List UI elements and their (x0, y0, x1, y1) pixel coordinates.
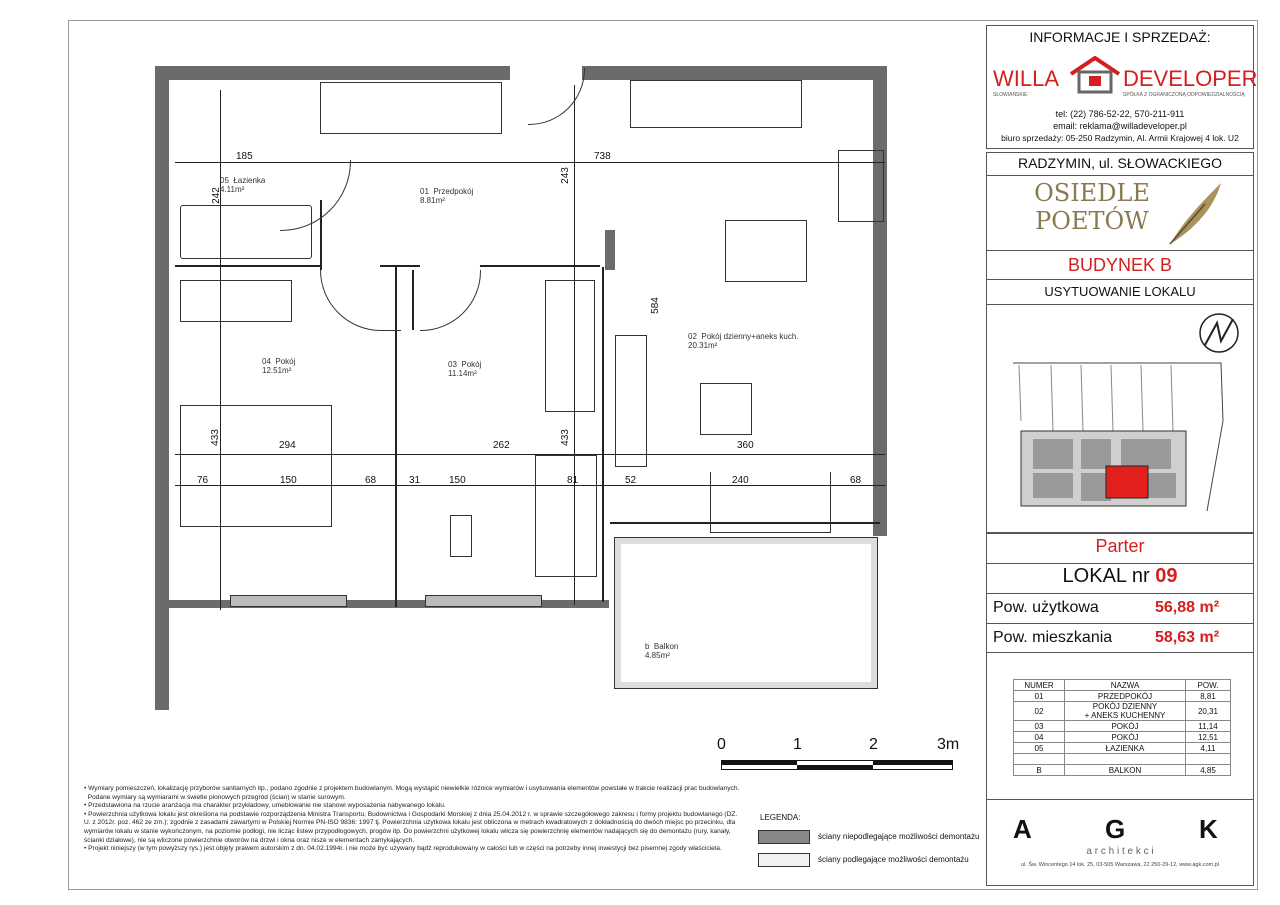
notes-block (84, 785, 744, 854)
room-area: 12.51m² (262, 366, 292, 375)
room-area: 8.81m² (420, 196, 445, 205)
scale-tick-0: 0 (717, 736, 726, 753)
living-area-value: 58,63 m² (1155, 629, 1220, 646)
room-label-01 (420, 187, 473, 205)
architect-box (986, 800, 1254, 886)
floor-plan (150, 60, 910, 720)
unit-label: LOKAL nr (1062, 565, 1150, 587)
legend-title: LEGENDA: (760, 813, 801, 822)
architect-word: a r c h i t e k c i (1086, 846, 1154, 857)
note-item: Podane wymiary są wymiarami w świetle pionowych przegród (ścian) w stanie surowym. (87, 793, 346, 801)
scale-tick-1: 1 (793, 736, 802, 753)
dimension: 76 (197, 475, 209, 486)
note-item: • Wymiary pomieszczeń, lokalizację przyborów sanitarnych itp., podano zgodnie z projektem budowlanym. Mogą wystąpić niewielkie różnice wymiarów i usytuowania elementów powstałe w trakcie realizacji prac budowlanych. (84, 785, 740, 792)
room-label-05 (220, 176, 265, 194)
room-name: Balkon (653, 642, 679, 651)
dimension: 738 (594, 151, 611, 162)
unit-number: 09 (1155, 565, 1178, 587)
rooms-table-box (986, 653, 1254, 800)
architect-letter-k: K (1199, 814, 1218, 844)
living-area-label: Pow. mieszkania (993, 629, 1113, 646)
architect-address: ul. Św. Wincentego 14 lok. 25, 03-505 Warszawa, 22 250-29-12, www.agk.com.pl (1021, 862, 1219, 868)
room-label-04 (262, 357, 295, 375)
dimension: 150 (280, 475, 297, 486)
site-plan (1011, 361, 1229, 521)
rooms-table (1013, 679, 1231, 776)
room-name: Łazienka (233, 176, 266, 185)
brand-sub-left: SŁOWIAŃSKIE (993, 92, 1028, 98)
brand-left: WILLA (993, 66, 1060, 91)
contact-office: biuro sprzedaży: 05-250 Radzymin, Al. Armii Krajowej 4 lok. U2 (1001, 133, 1239, 143)
usable-area-value: 56,88 m² (1155, 599, 1220, 616)
note-item: • Przedstawiona na rzucie aranżacja ma charakter przykładowy, umeblowanie nie stanowi wyposażenia nabywanego lokalu. (84, 802, 446, 810)
room-number: 04 (262, 357, 271, 366)
dimension: 52 (625, 475, 637, 486)
legend (758, 812, 978, 872)
brand-right: DEVELOPER (1123, 66, 1258, 91)
scale-bar (715, 736, 965, 776)
room-number: b (645, 642, 650, 651)
room-number: 02 (688, 332, 697, 341)
dimension: 81 (567, 475, 579, 486)
room-area: 4.85m² (645, 651, 670, 660)
dimension: 31 (409, 475, 421, 486)
dimension: 433 (209, 429, 221, 446)
dimension: 262 (493, 440, 510, 451)
table-row: 03 POKÓJ 11,14 (1014, 721, 1231, 732)
room-area: 4.11m² (220, 185, 245, 194)
unit-title (987, 565, 1253, 588)
table-row: 02 POKÓJ DZIENNY + ANEKS KUCHENNY 20,31 (1014, 702, 1231, 721)
room-name: Pokój dzienny+aneks kuch. (701, 332, 799, 341)
room-area: 11.14m² (448, 369, 477, 378)
usable-area-label: Pow. użytkowa (993, 599, 1099, 616)
room-name: Pokój (461, 360, 482, 369)
scale-tick-2: 2 (869, 736, 878, 753)
project-logo (1017, 179, 1167, 235)
dimension: 150 (449, 475, 466, 486)
contact-phone: tel: (22) 786-52-22, 570-211-911 (1055, 109, 1185, 119)
dimension: 185 (236, 151, 253, 162)
room-area: 20.31m² (688, 341, 718, 350)
room-label-02 (688, 332, 799, 350)
quill-icon (1165, 179, 1225, 249)
legend-swatch-gray (758, 830, 810, 844)
room-label-03 (448, 360, 481, 378)
legend-item: ściany niepodlegające możliwości demontażu (818, 832, 980, 841)
room-number: 01 (420, 187, 429, 196)
architect-letter-a: A (1013, 814, 1032, 844)
unit-box (986, 533, 1254, 653)
table-row: 05 ŁAZIENKA 4,11 (1014, 743, 1231, 754)
dimension: 243 (559, 167, 571, 184)
contact-box (986, 25, 1258, 149)
table-row: 04 POKÓJ 12,51 (1014, 732, 1231, 743)
table-row: B BALKON 4,85 (1014, 765, 1231, 776)
floor-label: Parter (1095, 536, 1145, 556)
dimension: 294 (279, 440, 296, 451)
table-row (1014, 754, 1231, 765)
room-number: 05 (220, 176, 229, 185)
project-location: RADZYMIN, ul. SŁOWACKIEGO (1017, 155, 1223, 171)
scale-tick-3: 3m (937, 736, 960, 753)
note-item: • Projekt niniejszy (w tym powyższy rys.) jest objęty prawem autorskim z dn. 04.02.1994r. i nie może być używany bądź reprodukowany w całości lub w części na potrzeby innej inwestycji bez pisemnej zgody właściciela. (84, 845, 722, 853)
legend-item: ściany podlegające możliwości demontażu (818, 855, 969, 864)
dimension: 68 (365, 475, 377, 486)
dimension: 584 (649, 297, 661, 314)
legend-swatch-light (758, 853, 810, 867)
balcony (615, 538, 877, 688)
logo-line1: OSIEDLE (1034, 179, 1150, 207)
section-label: USYTUOWANIE LOKALU (1044, 284, 1196, 299)
dimension: 242 (210, 187, 222, 204)
room-label-b (645, 642, 678, 660)
dimension: 433 (559, 429, 571, 446)
note-item: • Powierzchnia użytkowa lokalu jest określona na podstawie rozporządzenia Ministra Transportu, Budownictwa i Gospodarki Morskiej z dnia 25.04.2012 r. w sprawie szczegółowego zakresu i formy projektu budowlanego (DZ. U. z 2012r. poz. 462 ze zm.); zgodnie z zasadami zawartymi w Polskiej Normie PN-ISO 9836: 1997 tj. Powierzchnia użytkowa lokalu jest obliczona w metrach kwadratowych z dokładnością do dwóch miejsc po przecinku, dla wymiarów lokalu w stanie wykończonym, na poziomie podłogi, nie licząc listew przypodłogowych, progów itp. Do powierzchni użytkowej lokalu wlicza się powierzchnię elementów nadających się do demontażu (rury, kanały, ścianki działowe), nie są wliczone powierzchnie otworów na drzwi i okna oraz nisze w elementach zamykających. (84, 810, 738, 844)
contact-heading: INFORMACJE I SPRZEDAŻ: (1029, 29, 1211, 45)
north-arrow-icon (1197, 311, 1241, 355)
dimension: 68 (850, 475, 862, 486)
room-name: Przedpokój (433, 187, 474, 196)
table-header: NUMER NAZWA POW. (1014, 680, 1231, 691)
house-icon (1069, 56, 1121, 94)
table-row: 01 PRZEDPOKÓJ 8,81 (1014, 691, 1231, 702)
building-label: BUDYNEK B (1067, 255, 1173, 275)
contact-email: email: reklama@willadeveloper.pl (1053, 121, 1187, 131)
developer-logo (991, 48, 1258, 102)
logo-line2: POETÓW (1035, 207, 1149, 235)
room-name: Pokój (275, 357, 296, 366)
room-number: 03 (448, 360, 457, 369)
dimension: 240 (732, 475, 749, 486)
location-map-box (986, 305, 1254, 533)
brand-sub-right: SPÓŁKA Z OGRANICZONĄ ODPOWIEDZIALNOŚCIĄ (1123, 92, 1245, 98)
architect-letter-g: G (1105, 814, 1126, 844)
project-box (986, 152, 1254, 305)
dimension: 360 (737, 440, 754, 451)
